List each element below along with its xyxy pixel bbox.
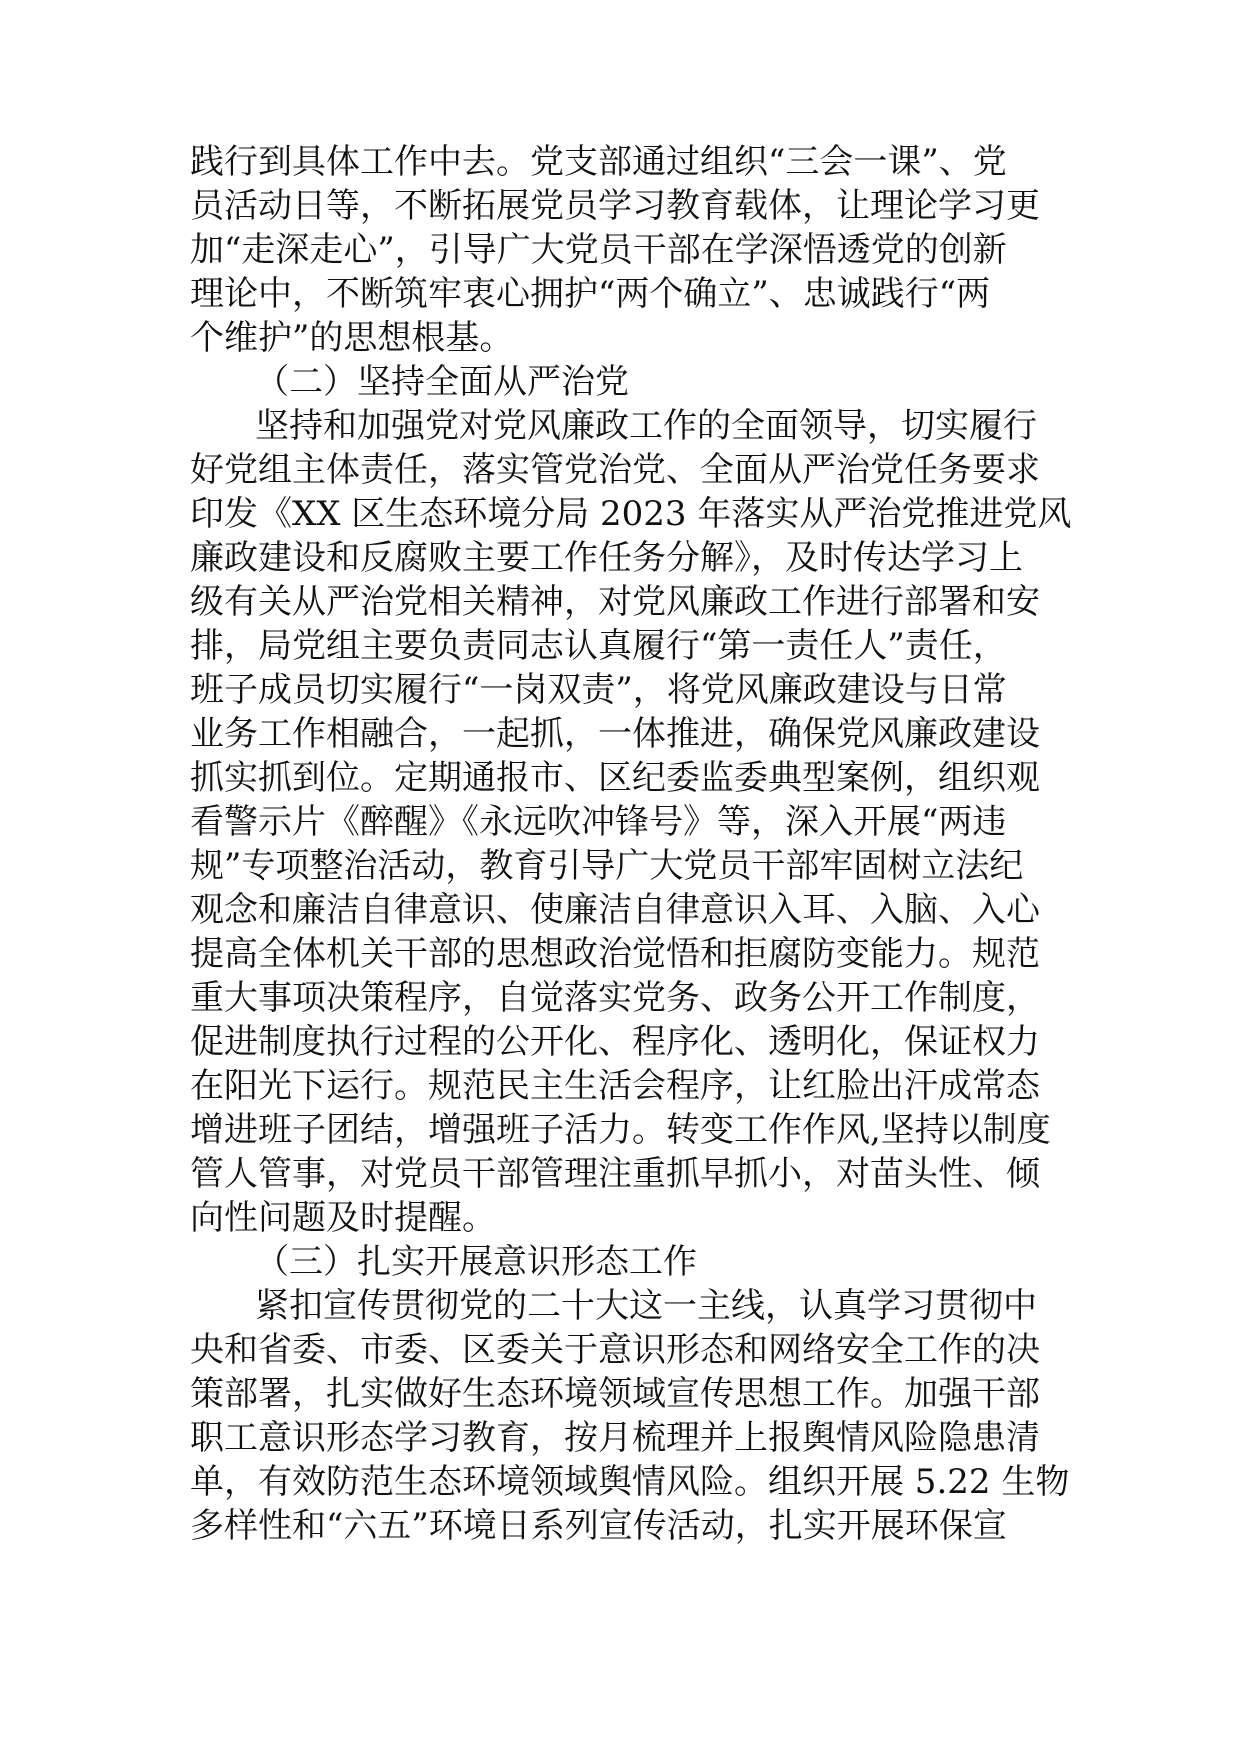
section-heading: （二）坚持全面从严治党 [255, 362, 629, 402]
paragraph-line: 印发《XX 区生态环境分局 2023 年落实从严治党推进党风 [190, 494, 1072, 534]
paragraph-line: 观念和廉洁自律意识、使廉洁自律意识入耳、入脑、入心 [190, 890, 1040, 930]
paragraph-line: 级有关从严治党相关精神，对党风廉政工作进行部署和安 [190, 582, 1040, 622]
paragraph-line: 好党组主体责任，落实管党治党、全面从严治党任务要求 [190, 450, 1040, 490]
paragraph-line: 廉政建设和反腐败主要工作任务分解》，及时传达学习上 [190, 538, 1023, 578]
paragraph-line: 单，有效防范生态环境领域舆情风险。组织开展 5.22 生物 [190, 1462, 1070, 1502]
paragraph-line: 增进班子团结，增强班子活力。转变工作作风,坚持以制度 [190, 1110, 1051, 1150]
paragraph-line: 员活动日等，不断拓展党员学习教育载体，让理论学习更 [190, 186, 1040, 226]
paragraph-line: 向性问题及时提醒。 [190, 1198, 496, 1238]
paragraph-line: 多样性和“六五”环境日系列宣传活动，扎实开展环保宣 [190, 1506, 1007, 1546]
paragraph-line: 践行到具体工作中去。党支部通过组织“三会一课”、党 [190, 142, 1007, 182]
paragraph-line: 加“走深走心”，引导广大党员干部在学深悟透党的创新 [190, 230, 1007, 270]
paragraph-line: 重大事项决策程序，自觉落实党务、政务公开工作制度， [190, 978, 1040, 1018]
paragraph-line: 紧扣宣传贯彻党的二十大这一主线，认真学习贯彻中 [255, 1286, 1037, 1326]
paragraph-line: 业务工作相融合，一起抓，一体推进，确保党风廉政建设 [190, 714, 1040, 754]
paragraph-line: 促进制度执行过程的公开化、程序化、透明化，保证权力 [190, 1022, 1040, 1062]
paragraph-line: 管人管事，对党员干部管理注重抓早抓小，对苗头性、倾 [190, 1154, 1040, 1194]
paragraph-line: 坚持和加强党对党风廉政工作的全面领导，切实履行 [255, 406, 1037, 446]
paragraph-line: 央和省委、市委、区委关于意识形态和网络安全工作的决 [190, 1330, 1040, 1370]
paragraph-line: 策部署，扎实做好生态环境领域宣传思想工作。加强干部 [190, 1374, 1040, 1414]
paragraph-line: 提高全体机关干部的思想政治觉悟和拒腐防变能力。规范 [190, 934, 1040, 974]
paragraph-line: 看警示片《醉醒》《永远吹冲锋号》等，深入开展“两违 [190, 802, 1007, 842]
paragraph-line: 理论中，不断筑牢衷心拥护“两个确立”、忠诚践行“两 [190, 274, 991, 314]
paragraph-line: 排，局党组主要负责同志认真履行“第一责任人”责任， [190, 626, 1007, 666]
paragraph-line: 班子成员切实履行“一岗双责”，将党风廉政建设与日常 [190, 670, 1007, 710]
paragraph-line: 个维护”的思想根基。 [190, 318, 514, 358]
paragraph-line: 职工意识形态学习教育，按月梳理并上报舆情风险隐患清 [190, 1418, 1040, 1458]
paragraph-line: 规”专项整治活动，教育引导广大党员干部牢固树立法纪 [190, 846, 1024, 886]
paragraph-line: 抓实抓到位。定期通报市、区纪委监委典型案例，组织观 [190, 758, 1040, 798]
paragraph-line: 在阳光下运行。规范民主生活会程序，让红脸出汗成常态 [190, 1066, 1040, 1106]
section-heading: （三）扎实开展意识形态工作 [255, 1242, 697, 1282]
